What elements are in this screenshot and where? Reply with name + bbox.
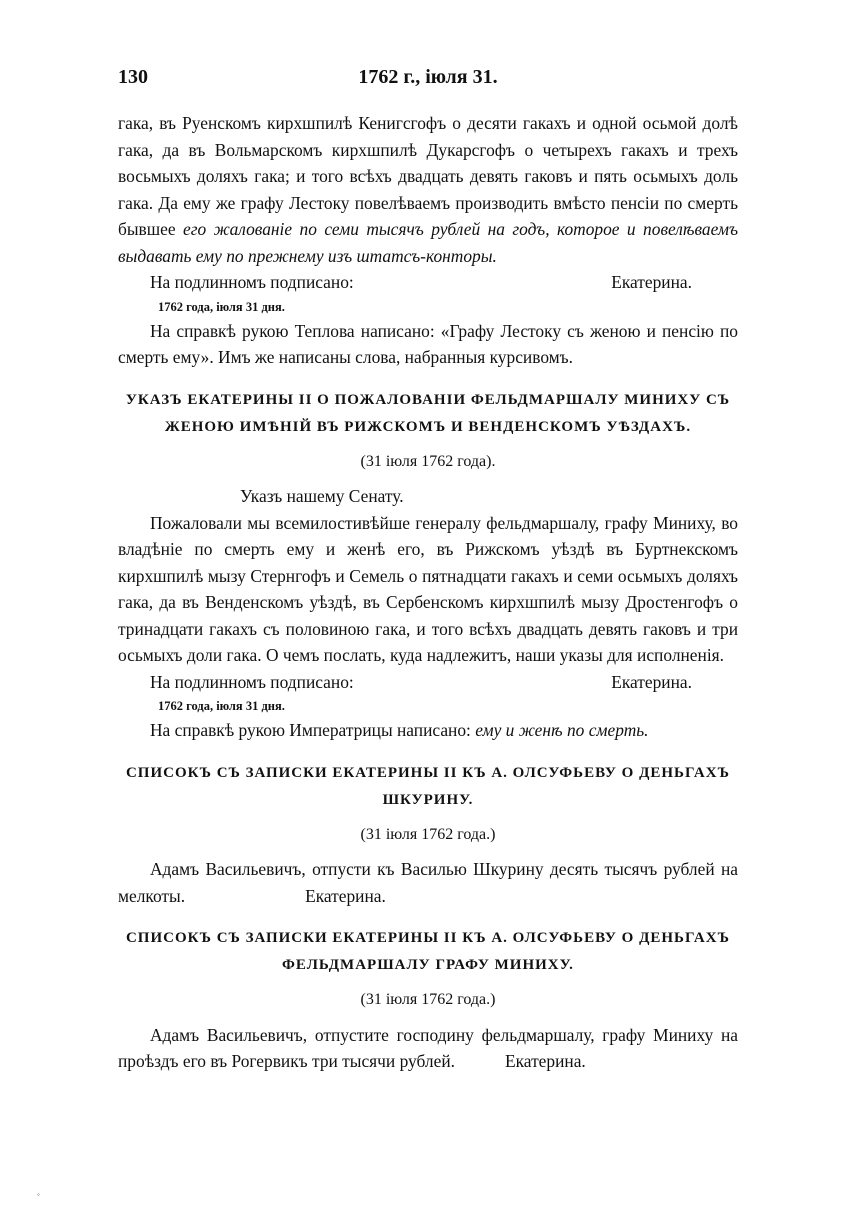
doc3-signature: Екатерина. [305,885,386,906]
page-header [118,66,738,96]
doc2-signature-line [118,669,738,696]
doc2-date: (31 iюля 1762 года). [360,452,496,470]
doc2-signature: Екатерина. [611,671,692,692]
doc4-body [118,1022,738,1075]
doc2-date-small: 1762 года, iюля 31 дня. [158,699,285,713]
doc3-body-text: Адамъ Васильевичъ, отпусти къ Василью Шкурину десять тысячъ рублей на мелкоты. [118,859,738,906]
doc2-note [118,717,738,744]
doc4-date: (31 iюля 1762 года.) [360,991,496,1008]
doc2-body: Пожаловали мы всемилостивѣйше генералу фельдмаршалу, графу Миниху, во владѣнiе по смерть ему и женѣ его, въ Рижскомъ уѣздѣ въ Буртнекскомъ кирхшпилѣ мызу Стернгофъ и Семель о пятнадцати гакахъ и семи осьмыхъ доляхъ гака, да въ Венденскомъ уѣздѣ, въ Сербенскомъ кирхшпилѣ мызу Дростенгофъ о тринадцати гакахъ съ половиною гака, и того всѣхъ двадцать девять гаковъ и три осьмыхъ доли гака. О чемъ послать, куда надлежитъ, наши указы для исполненiя. [118,512,738,665]
text-column [118,110,738,1075]
doc4-signature: Екатерина. [505,1051,586,1071]
doc2-signed-label: На подлинномъ подписано: [150,671,354,692]
doc2-note-italic: ему и женѣ по смерть. [475,720,649,740]
doc1-body-italic: его жалованiе по семи тысячъ рублей на годъ, которое и повелѣваемъ выдавать ему по прежнему изъ штатсъ-конторы. [118,219,738,266]
doc1-signature: Екатерина. [611,272,692,292]
doc2-addressee: Указъ нашему Сенату. [240,486,404,506]
doc3-date: (31 iюля 1762 года.) [360,825,496,843]
doc3-body [118,856,738,909]
doc2-heading: УКАЗЪ ЕКАТЕРИНЫ II О ПОЖАЛОВАНIИ ФЕЛЬДМАРШАЛУ МИНИХУ СЪ ЖЕНОЮ ИМѢНIЙ ВЪ РИЖСКОМЪ И ВЕНДЕНСКОМЪ УѢЗДАХЪ. [125,391,731,435]
running-title: 1762 г., iюля 31. [358,66,498,88]
page-number: 130 [118,66,148,88]
doc1-body [118,110,738,269]
doc3-heading: СПИСОКЪ СЪ ЗАПИСКИ ЕКАТЕРИНЫ II КЪ А. ОЛСУФЬЕВУ О ДЕНЬГАХЪ ШКУРИНУ. [125,764,731,808]
doc4-body-text: Адамъ Васильевичъ, отпустите господину фельдмаршалу, графу Миниху на проѣздъ его въ Рогервикъ три тысячи рублей. [118,1024,738,1071]
doc1-body-plain: гака, въ Руенскомъ кирхшпилѣ Кенигсгофъ о десяти гакахъ и одной осьмой долѣ гака, да въ Вольмарскомъ кирхшпилѣ Дукарсгофъ о четырехъ гакахъ и трехъ восьмыхъ доляхъ гака; и того всѣхъ двадцать девять гаковъ и пять осьмыхъ доль гака. Да ему же графу Лестоку повелѣваемъ производить вмѣсто пенсiи по смерть бывшее [118,113,738,239]
scan-mark: ◦ [37,1190,40,1199]
doc1-signed-label: На подлинномъ подписано: [150,272,354,292]
doc4-heading: СПИСОКЪ СЪ ЗАПИСКИ ЕКАТЕРИНЫ II КЪ А. ОЛСУФЬЕВУ О ДЕНЬГАХЪ ФЕЛЬДМАРШАЛУ ГРАФУ МИНИХУ. [125,930,731,973]
doc2-note-plain: На справкѣ рукою Императрицы написано: [150,720,476,740]
doc1-date: 1762 года, iюля 31 дня. [158,299,285,314]
doc1-signature-line [118,269,738,296]
doc1-note: На справкѣ рукою Теплова написано: «Графу Лестоку съ женою и пенсiю по смерть ему». Имъ же написаны слова, набранныя курсивомъ. [118,320,738,367]
